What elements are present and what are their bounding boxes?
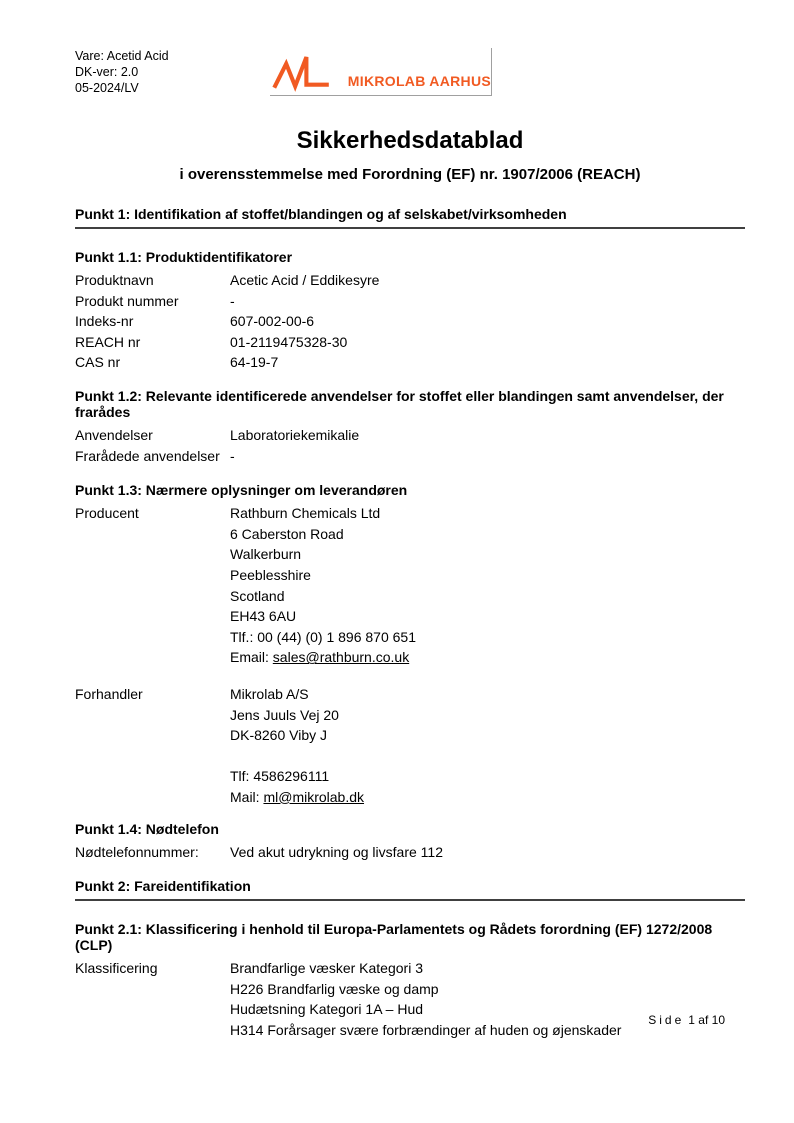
doc-version: DK-ver: 2.0 [75,65,139,79]
section-1-4-heading: Punkt 1.4: Nødtelefon [75,821,219,838]
email-line [230,647,745,668]
forhandler-block [75,684,745,808]
field-value: - [230,292,235,309]
field-label: Nødtelefonnummer: [75,844,199,861]
address-line: Peeblesshire [230,566,311,583]
forhandler-mail-link[interactable]: ml@mikrolab.dk [263,788,365,805]
field-label: Produkt nummer [75,292,179,309]
product-ref: Vare: Acetid Acid [75,49,169,63]
address-line: Scotland [230,587,285,604]
classification-line: Hudætsning Kategori 1A – Hud [230,1001,424,1018]
page-number-value: 1 af 10 [688,1013,725,1027]
page-number [648,1013,725,1027]
address-line: EH43 6AU [230,608,297,625]
section-1-3-heading: Punkt 1.3: Nærmere oplysninger om leverandøren [75,482,408,499]
logo-text: MIKROLAB AARHUS [347,73,491,89]
email-line [230,787,745,808]
mikrolab-logo [270,48,492,96]
klassificering-label: Klassificering [75,960,158,977]
section-1-1-heading: Punkt 1.1: Produktidentifikatorer [75,249,293,265]
section-2-1-heading: Punkt 2.1: Klassificering i henhold til Europa-Parlamentets og Rådets forordning (EF) 1272/2008 (CLP) [75,921,713,954]
doc-date-initials: 05-2024/LV [75,81,139,95]
field-row-cas-nr [75,352,745,373]
field-row-noedtelefon [75,842,745,863]
hazard-statement-line: H314 Forårsager svære forbrændinger af huden og øjenskader [230,1021,622,1038]
field-label: Frarådede anvendelser [75,447,220,464]
klassificering-block [75,958,745,1040]
producent-block [75,503,745,668]
forhandler-label: Forhandler [75,685,143,702]
field-value: - [230,447,235,464]
section-1-heading: Punkt 1: Identifikation af stoffet/blandingen og af selskabet/virksomheden [75,206,745,229]
mail-label: Mail: [230,788,264,805]
field-label: Produktnavn [75,272,154,288]
address-line: Rathburn Chemicals Ltd [230,505,381,522]
field-row-indeks-nr [75,311,745,332]
page-subtitle: i overensstemmelse med Forordning (EF) nr. 1907/2006 (REACH) [179,166,641,183]
field-value: Ved akut udrykning og livsfare 112 [230,844,443,861]
field-value: 607-002-00-6 [230,313,315,330]
section-1-2-heading: Punkt 1.2: Relevante identificerede anvendelser for stoffet eller blandingen samt anvendelser, der frarådes [75,387,724,420]
field-value: 01-2119475328-30 [230,333,348,350]
address-line: Jens Juuls Vej 20 [230,706,339,723]
field-row-produktnavn [75,270,745,291]
section-2-heading: Punkt 2: Fareidentifikation [75,878,745,901]
phone-line: Tlf.: 00 (44) (0) 1 896 870 651 [230,628,416,645]
field-row-anvendelser [75,425,745,446]
producent-email-link[interactable]: sales@rathburn.co.uk [272,649,410,666]
email-label: Email: [230,649,273,666]
field-label: REACH nr [75,333,141,350]
phone-line: Tlf: 4586296111 [230,768,330,785]
field-value: Acetic Acid / Eddikesyre [230,272,380,288]
address-line: Walkerburn [230,546,302,563]
ml-zigzag-icon [272,49,332,95]
address-line: DK-8260 Viby J [230,727,328,744]
classification-line: Brandfarlige væsker Kategori 3 [230,960,423,977]
blank-line [230,746,745,767]
field-row-produkt-nummer [75,291,745,312]
doc-info-block [75,48,169,96]
field-label: Anvendelser [75,426,153,443]
field-row-reach-nr [75,332,745,353]
field-value: Laboratoriekemikalie [230,426,360,443]
field-row-fraraadede-anvendelser [75,446,745,467]
page-title: Sikkerhedsdatablad [296,127,524,154]
forhandler-address [230,684,745,808]
address-line: Mikrolab A/S [230,685,309,702]
field-label: CAS nr [75,354,121,371]
address-line: 6 Caberston Road [230,525,344,542]
doc-header [75,48,745,96]
field-label: Indeks-nr [75,313,134,330]
field-value: 64-19-7 [230,354,279,371]
hazard-statement-line: H226 Brandfarlig væske og damp [230,980,439,997]
klassificering-lines [230,958,745,1040]
producent-address [230,503,745,668]
producent-label: Producent [75,505,139,522]
page-number-label: Side [648,1013,685,1027]
